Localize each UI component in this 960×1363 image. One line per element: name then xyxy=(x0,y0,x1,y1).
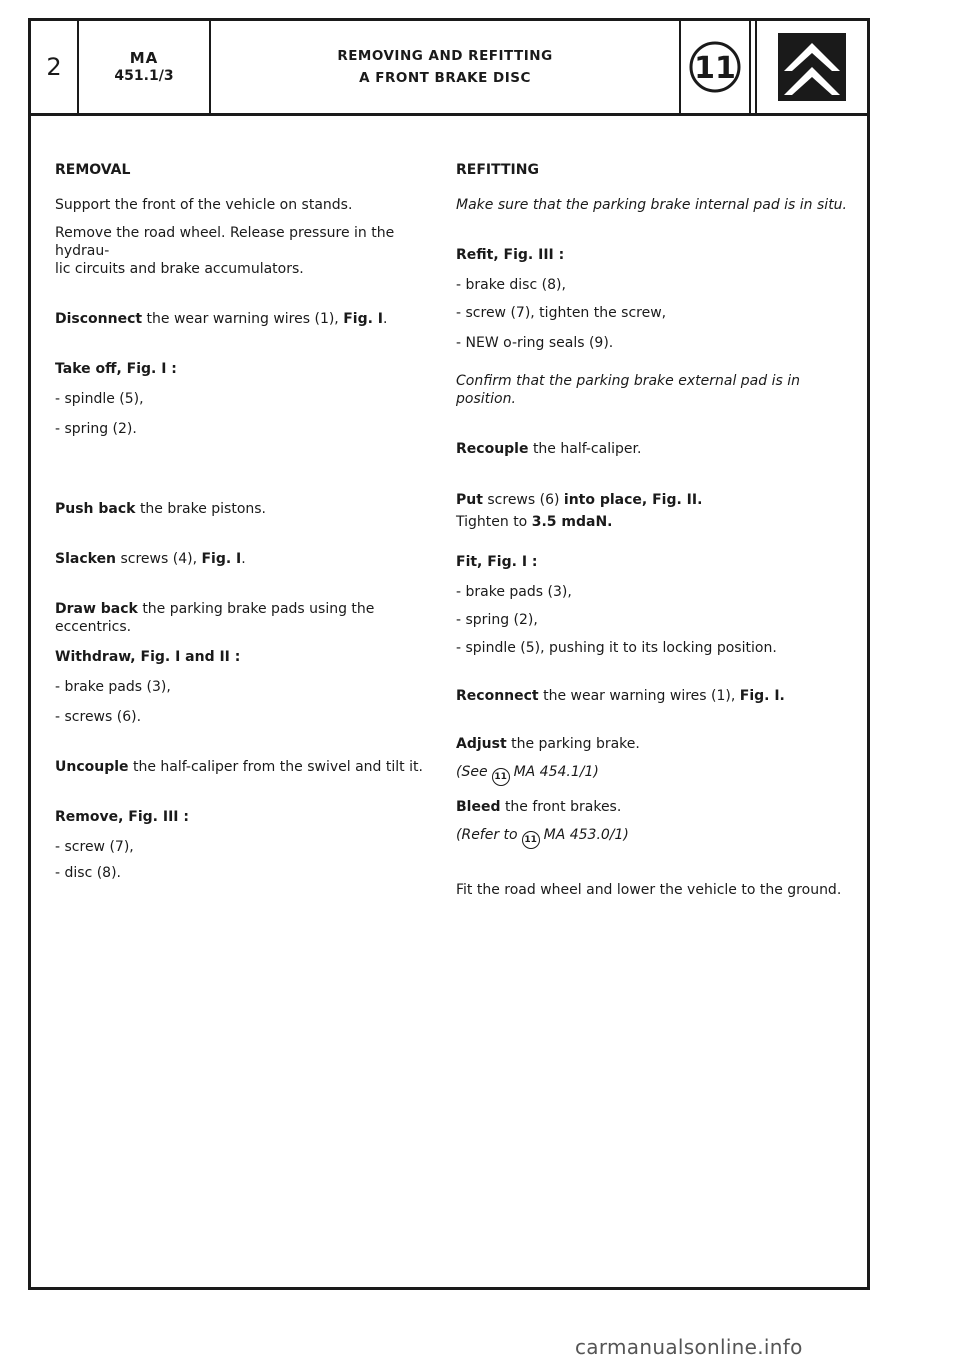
slacken-figure: Fig. I xyxy=(201,551,242,567)
manual-reference xyxy=(79,21,211,113)
group-badge xyxy=(681,21,751,113)
recouple-keyword: Recouple xyxy=(456,441,529,457)
refitting-note-1: Make sure that the parking brake internal pad is in situ. xyxy=(456,197,848,213)
put-keyword-2: into place, Fig. II. xyxy=(563,492,703,508)
page-number: 2 xyxy=(31,21,79,113)
header-bar xyxy=(31,21,867,116)
refit-item: - screw (7), tighten the screw, xyxy=(456,305,667,321)
group-circle-icon xyxy=(688,40,742,94)
pushback-keyword: Push back xyxy=(55,501,136,517)
group-number: 11 xyxy=(694,51,736,86)
remove-item: - screw (7), xyxy=(55,839,134,855)
bleed-text: the front brakes. xyxy=(504,799,622,815)
refitting-heading: REFITTING xyxy=(456,162,539,178)
adjust-keyword: Adjust xyxy=(456,736,507,752)
uncouple-step xyxy=(55,758,435,776)
bleed-keyword: Bleed xyxy=(456,799,501,815)
put-keyword: Put xyxy=(456,492,483,508)
put-step xyxy=(456,491,856,509)
reconnect-keyword: Reconnect xyxy=(456,688,539,704)
tighten-step xyxy=(456,513,856,531)
page-frame xyxy=(28,18,870,1290)
withdraw-heading: Withdraw, Fig. I and II : xyxy=(55,649,241,665)
reconnect-step xyxy=(456,687,856,705)
disconnect-keyword: Disconnect xyxy=(55,311,143,327)
uncouple-text: the half-caliper from the swivel and tilt it. xyxy=(133,759,423,775)
pushback-step xyxy=(55,500,435,518)
recouple-text: the half-caliper. xyxy=(532,441,642,457)
tighten-value: 3.5 mdaN. xyxy=(531,514,613,530)
disconnect-step xyxy=(55,310,435,328)
remove-item: - disc (8). xyxy=(55,865,122,881)
fit-heading: Fit, Fig. I : xyxy=(456,554,538,570)
fit-item: - brake pads (3), xyxy=(456,584,572,600)
uncouple-keyword: Uncouple xyxy=(55,759,129,775)
citroen-double-chevron-icon xyxy=(778,33,846,101)
removal-step-2-line-2: lic circuits and brake accumulators. xyxy=(55,261,304,277)
pushback-text: the brake pistons. xyxy=(139,501,266,517)
adjust-reference xyxy=(456,763,856,786)
remove-heading: Remove, Fig. III : xyxy=(55,809,189,825)
ref-line-2: 451.1/3 xyxy=(114,68,174,84)
disconnect-end: . xyxy=(383,311,388,327)
removal-step-1: Support the front of the vehicle on stands. xyxy=(55,197,353,213)
removal-column xyxy=(55,161,435,882)
refit-heading: Refit, Fig. III : xyxy=(456,247,565,263)
takeoff-heading: Take off, Fig. I : xyxy=(55,361,177,377)
final-step: Fit the road wheel and lower the vehicle to the ground. xyxy=(456,882,842,898)
disconnect-text: the wear warning wires (1), xyxy=(146,311,339,327)
drawback-text: the parking brake pads using the eccentrics. xyxy=(55,601,375,635)
bleed-step xyxy=(456,798,856,816)
reconnect-figure: Fig. I. xyxy=(739,688,785,704)
put-text: screws (6) xyxy=(487,492,560,508)
group-circle-icon: 11 xyxy=(492,768,510,786)
title-line-1: REMOVING AND REFITTING xyxy=(337,48,553,64)
group-circle-icon: 11 xyxy=(522,831,540,849)
refit-item: - NEW o-ring seals (9). xyxy=(456,335,614,351)
slacken-step xyxy=(55,550,435,568)
page-title xyxy=(211,21,681,113)
adjust-ref-prefix: (See xyxy=(456,764,488,780)
brand-logo-cell xyxy=(757,21,867,113)
drawback-step xyxy=(55,600,435,636)
bleed-reference xyxy=(456,826,856,849)
fit-item: - spindle (5), pushing it to its locking position. xyxy=(456,640,777,656)
fit-item: - spring (2), xyxy=(456,612,538,628)
refitting-column xyxy=(456,161,856,899)
refitting-note-2: Confirm that the parking brake external pad is in position. xyxy=(456,373,800,407)
recouple-step xyxy=(456,440,856,458)
slacken-text: screws (4), xyxy=(120,551,198,567)
disconnect-figure: Fig. I xyxy=(343,311,384,327)
adjust-ref-code: MA 454.1/1) xyxy=(513,764,599,780)
bleed-ref-prefix: (Refer to xyxy=(456,827,518,843)
ref-line-1: MA xyxy=(129,49,159,67)
title-line-2: A FRONT BRAKE DISC xyxy=(359,70,531,86)
takeoff-item: - spring (2). xyxy=(55,421,137,437)
tighten-text: Tighten to xyxy=(456,514,528,530)
slacken-keyword: Slacken xyxy=(55,551,117,567)
removal-heading: REMOVAL xyxy=(55,162,131,178)
removal-step-2-line-1: Remove the road wheel. Release pressure in the hydrau- xyxy=(55,225,395,259)
takeoff-item: - spindle (5), xyxy=(55,391,144,407)
adjust-step xyxy=(456,735,856,753)
slacken-end: . xyxy=(241,551,246,567)
refit-item: - brake disc (8), xyxy=(456,277,566,293)
withdraw-item: - screws (6). xyxy=(55,709,142,725)
drawback-keyword: Draw back xyxy=(55,601,138,617)
withdraw-item: - brake pads (3), xyxy=(55,679,171,695)
adjust-text: the parking brake. xyxy=(511,736,640,752)
watermark: carmanualsonline.info xyxy=(575,1335,803,1359)
reconnect-text: the wear warning wires (1), xyxy=(543,688,736,704)
bleed-ref-code: MA 453.0/1) xyxy=(543,827,629,843)
